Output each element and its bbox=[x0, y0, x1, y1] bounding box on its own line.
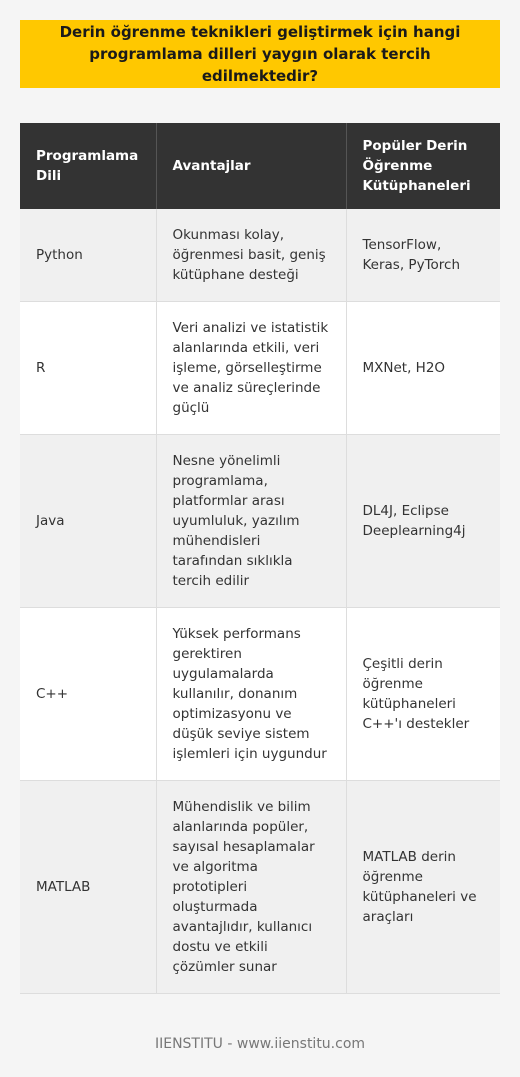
cell-language: MATLAB bbox=[20, 781, 156, 994]
table-row bbox=[20, 781, 500, 994]
cell-language: Python bbox=[20, 209, 156, 302]
cell-advantages: Veri analizi ve istatistik alanlarında etkili, veri işleme, görselleştirme ve analiz süreçlerinde güçlü bbox=[156, 302, 346, 435]
column-header-language: Programlama Dili bbox=[20, 123, 156, 209]
cell-advantages: Okunması kolay, öğrenmesi basit, geniş kütüphane desteği bbox=[156, 209, 346, 302]
column-header-libraries: Popüler Derin Öğrenme Kütüphaneleri bbox=[346, 123, 500, 209]
cell-language: Java bbox=[20, 435, 156, 608]
cell-libraries: TensorFlow, Keras, PyTorch bbox=[346, 209, 500, 302]
cell-advantages: Nesne yönelimli programlama, platformlar arası uyumluluk, yazılım mühendisleri tarafından sıklıkla tercih edilir bbox=[156, 435, 346, 608]
table-row bbox=[20, 302, 500, 435]
table-row bbox=[20, 209, 500, 302]
cell-libraries: DL4J, Eclipse Deeplearning4j bbox=[346, 435, 500, 608]
cell-advantages: Mühendislik ve bilim alanlarında popüler, sayısal hesaplamalar ve algoritma prototipleri oluşturmada avantajlıdır, kullanıcı dostu ve etkili çözümler sunar bbox=[156, 781, 346, 994]
cell-libraries: MATLAB derin öğrenme kütüphaneleri ve araçları bbox=[346, 781, 500, 994]
question-title: Derin öğrenme teknikleri geliştirmek için hangi programlama dilleri yaygın olarak tercih edilmektedir? bbox=[59, 23, 461, 85]
comparison-table bbox=[20, 123, 500, 994]
table-row bbox=[20, 608, 500, 781]
footer-credit: IIENSTITU - www.iienstitu.com bbox=[154, 1036, 366, 1052]
table-row bbox=[20, 435, 500, 608]
cell-language: C++ bbox=[20, 608, 156, 781]
cell-libraries: Çeşitli derin öğrenme kütüphaneleri C++'ı destekler bbox=[346, 608, 500, 781]
column-header-advantages: Avantajlar bbox=[156, 123, 346, 209]
cell-language: R bbox=[20, 302, 156, 435]
table-header-row bbox=[20, 123, 500, 209]
cell-libraries: MXNet, H2O bbox=[346, 302, 500, 435]
question-banner bbox=[20, 20, 500, 88]
cell-advantages: Yüksek performans gerektiren uygulamalarda kullanılır, donanım optimizasyonu ve düşük seviye sistem işlemleri için uygundur bbox=[156, 608, 346, 781]
